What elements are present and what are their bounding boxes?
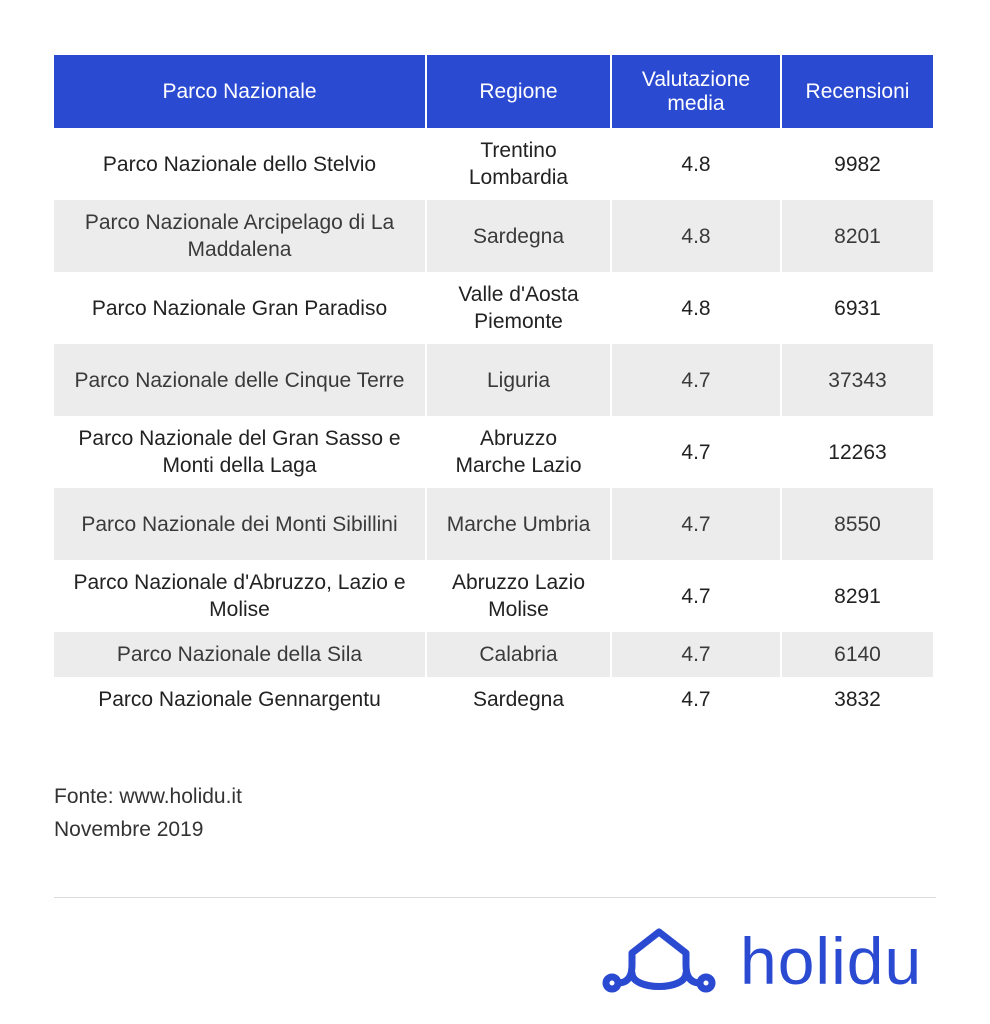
rating-cell: 4.7	[611, 416, 781, 488]
parks-table-container	[54, 55, 933, 722]
region-cell: Abruzzo Marche Lazio	[426, 416, 611, 488]
table-row	[54, 344, 933, 416]
region-cell: Liguria	[426, 344, 611, 416]
reviews-cell: 37343	[781, 344, 933, 416]
park-name-cell: Parco Nazionale dei Monti Sibillini	[54, 488, 426, 560]
region-cell: Valle d'Aosta Piemonte	[426, 272, 611, 344]
reviews-cell: 6140	[781, 632, 933, 677]
park-name-cell: Parco Nazionale della Sila	[54, 632, 426, 677]
reviews-cell: 9982	[781, 128, 933, 200]
park-name-cell: Parco Nazionale Gennargentu	[54, 677, 426, 722]
park-name-cell: Parco Nazionale dello Stelvio	[54, 128, 426, 200]
table-row	[54, 128, 933, 200]
park-name-cell: Parco Nazionale delle Cinque Terre	[54, 344, 426, 416]
rating-cell: 4.7	[611, 560, 781, 632]
rating-cell: 4.7	[611, 677, 781, 722]
region-cell: Marche Umbria	[426, 488, 611, 560]
logo-wordmark: holidu	[740, 924, 923, 998]
parks-table	[54, 55, 933, 722]
holidu-logo	[600, 925, 940, 1000]
reviews-cell: 8550	[781, 488, 933, 560]
header-rating: Valutazione media	[611, 55, 781, 128]
table-row	[54, 416, 933, 488]
header-park: Parco Nazionale	[54, 55, 426, 128]
region-cell: Sardegna	[426, 677, 611, 722]
reviews-cell: 8201	[781, 200, 933, 272]
reviews-cell: 3832	[781, 677, 933, 722]
rating-cell: 4.8	[611, 272, 781, 344]
region-cell: Trentino Lombardia	[426, 128, 611, 200]
header-reviews: Recensioni	[781, 55, 933, 128]
date-line: Novembre 2019	[54, 818, 204, 841]
rating-cell: 4.8	[611, 128, 781, 200]
reviews-cell: 8291	[781, 560, 933, 632]
reviews-cell: 6931	[781, 272, 933, 344]
park-name-cell: Parco Nazionale Gran Paradiso	[54, 272, 426, 344]
rating-cell: 4.7	[611, 632, 781, 677]
table-row	[54, 200, 933, 272]
table-row	[54, 488, 933, 560]
table-header-row	[54, 55, 933, 128]
source-line: Fonte: www.holidu.it	[54, 785, 242, 808]
table-row	[54, 560, 933, 632]
table-row	[54, 632, 933, 677]
region-cell: Abruzzo Lazio Molise	[426, 560, 611, 632]
header-region: Regione	[426, 55, 611, 128]
park-name-cell: Parco Nazionale Arcipelago di La Maddalena	[54, 200, 426, 272]
table-row	[54, 272, 933, 344]
park-name-cell: Parco Nazionale d'Abruzzo, Lazio e Molise	[54, 560, 426, 632]
divider	[54, 897, 936, 898]
region-cell: Sardegna	[426, 200, 611, 272]
house-path-icon	[600, 925, 730, 1000]
source-note	[54, 780, 242, 846]
table-row	[54, 677, 933, 722]
rating-cell: 4.7	[611, 488, 781, 560]
reviews-cell: 12263	[781, 416, 933, 488]
park-name-cell: Parco Nazionale del Gran Sasso e Monti della Laga	[54, 416, 426, 488]
rating-cell: 4.7	[611, 344, 781, 416]
rating-cell: 4.8	[611, 200, 781, 272]
region-cell: Calabria	[426, 632, 611, 677]
